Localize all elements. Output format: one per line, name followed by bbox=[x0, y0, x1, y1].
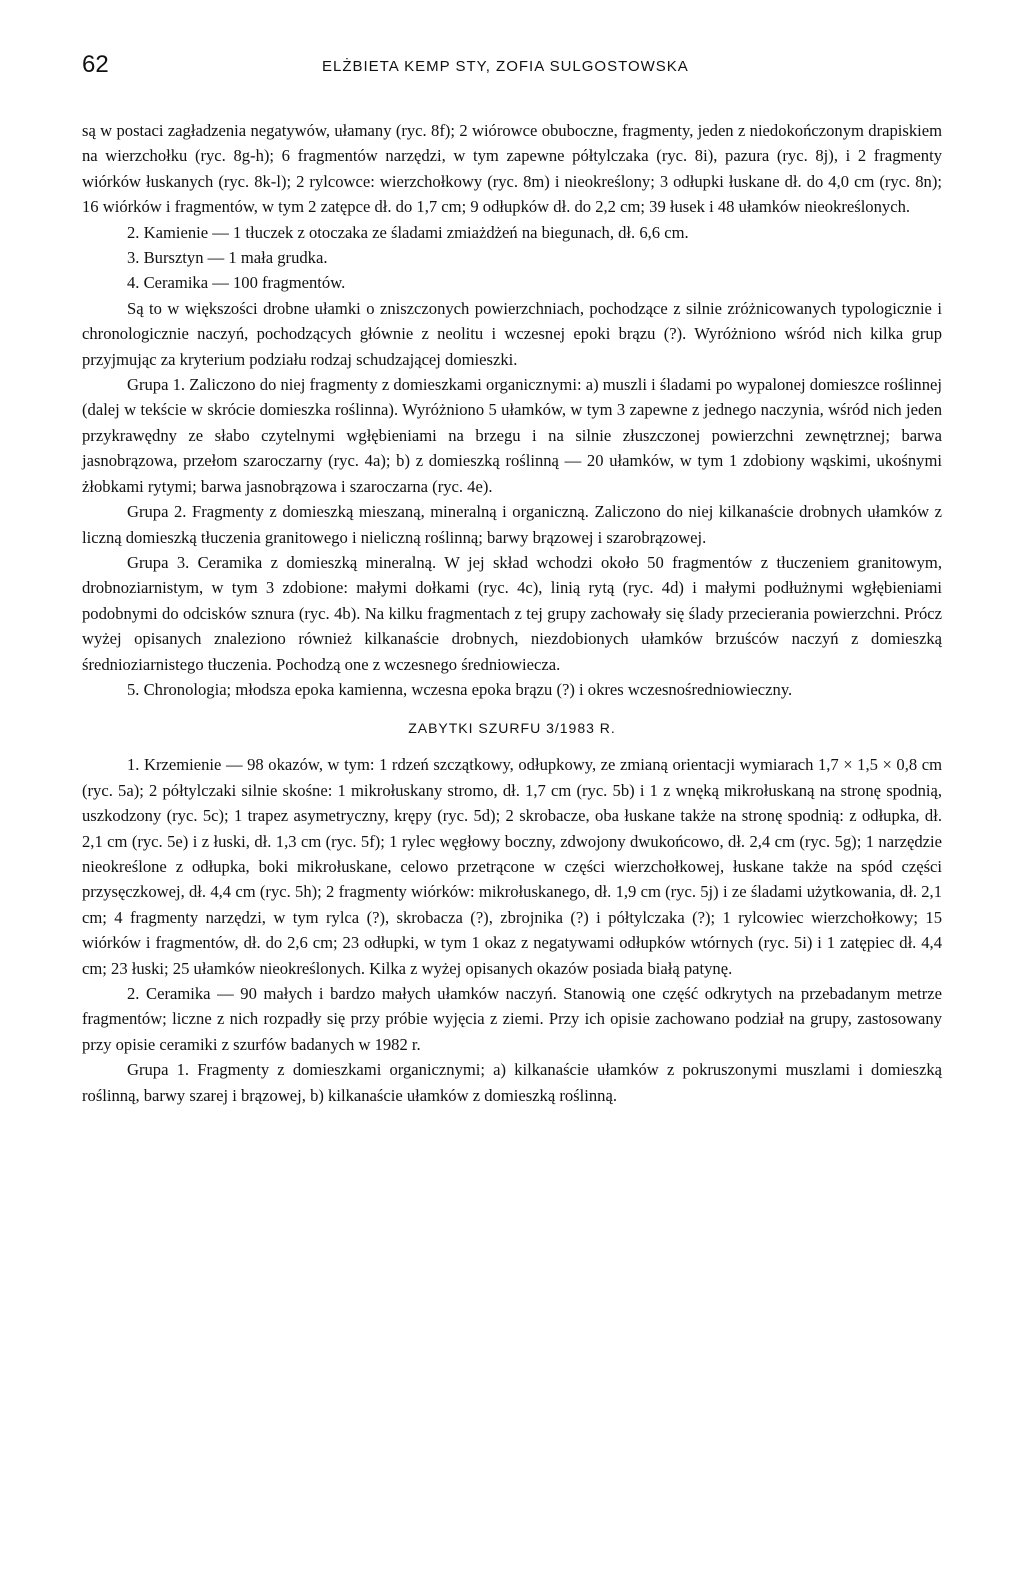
page-header bbox=[82, 50, 942, 86]
running-head-authors: ELŻBIETA KEMP STY, ZOFIA SULGOSTOWSKA bbox=[322, 58, 689, 75]
paragraph-group-3: Grupa 3. Ceramika z domieszką mineralną. W jej skład wchodzi około 50 fragmentów z tłuczeniem granitowym, drobnoziarnistym, w tym 3 zdobione: małymi dołkami (ryc. 4c), linią rytą (ryc. 4d) i małymi podłużnymi wgłębieniami podobnymi do odcisków sznura (ryc. 4b). Na kilku fragmentach z tej grupy zachowały się ślady przecierania powierzchni. Prócz wyżej opisanych znaleziono również kilkanaście drobnych, niezdobionych ułamków brzuśców naczyń z domieszką średnioziarnistego tłuczenia. Pochodzą one z wczesnego średniowiecza. bbox=[82, 552, 942, 674]
paragraph-group-1: Grupa 1. Zaliczono do niej fragmenty z domieszkami organicznymi: a) muszli i śladami po wypalonej domieszce roślinnej (dalej w tekście w skrócie domieszka roślinna). Wyróżniono 5 ułamków, w tym 3 zapewne z jednego naczynia, wśród nich jeden przykrawędny ze słabo czytelnymi wgłębieniami na brzegu i na silnie złuszczonej powierzchni zewnętrznej; barwa jasnobrązowa, przełom szaroczarny (ryc. 4a); b) z domieszką roślinną — 20 ułamków, w tym 1 zdobiony wąskimi, ukośnymi żłobkami rytymi; barwa jasnobrązowa i szaroczarna (ryc. 4e). bbox=[82, 375, 942, 496]
section-item-flints: 1. Krzemienie — 98 okazów, w tym: 1 rdzeń szczątkowy, odłupkowy, ze zmianą orientacji wymiarach 1,7 × 1,5 × 0,8 cm (ryc. 5a); 2 półtylczaki silnie skośne: 1 mikrołuskany stromo, dł. 1,7 cm (ryc. 5b) i 1 z wnęką mikrołuskaną na stronę spodnią, uszkodzony (ryc. 5c); 1 trapez asymetryczny, krępy (ryc. 5d); 2 skrobacze, oba łuskane także na stronę spodnią: z odłupka, dł. 2,1 cm (ryc. 5e) i z łuski, dł. 1,3 cm (ryc. 5f); 1 rylec węgłowy boczny, zdwojony dwukońcowo, dł. 2,4 cm (ryc. 5g); 1 narzędzie nieokreślone z odłupka, boki mikrołuskane, celowo przetrącone w części wierzchołkowej, łuskane także na spód części przysęczkowej, dł. 4,4 cm (ryc. 5h); 2 fragmenty wiórków: mikrołuskanego, dł. 1,9 cm (ryc. 5j) i ze śladami użytkowania, dł. 2,1 cm; 4 fragmenty narzędzi, w tym rylca (?), skrobacza (?), zbrojnika (?) i półtylczaka (?); 1 rylcowiec wierzchołkowy; 15 wiórków i fragmentów, dł. do 2,6 cm; 23 odłupki, w tym 1 okaz z negatywami odłupków wtórnych (ryc. 5i) i 1 zatępiec dł. 4,4 cm; 23 łuski; 25 ułamków nieokreślonych. Kilka z wyżej opisanych okazów posiada białą patynę. bbox=[82, 755, 942, 978]
list-item-amber: 3. Bursztyn — 1 mała grudka. bbox=[127, 248, 328, 268]
body-text bbox=[82, 118, 942, 1108]
section-item-ceramics: 2. Ceramika — 90 małych i bardzo małych ułamków naczyń. Stanowią one część odkrytych na przebadanym metrze fragmentów; liczne z nich rozpadły się przy próbie wyjęcia z ziemi. Przy ich opisie zachowano podział na grupy, zastosowany przy opisie ceramiki z szurfów badanych w 1982 r. bbox=[82, 984, 942, 1054]
paragraph-chronology: 5. Chronologia; młodsza epoka kamienna, wczesna epoka brązu (?) i okres wczesnośredniowieczny. bbox=[127, 679, 793, 699]
section-paragraph-group-1: Grupa 1. Fragmenty z domieszkami organicznymi; a) kilkanaście ułamków z pokruszonymi muszlami i domieszką roślinną, barwy szarej i brązowej, b) kilkanaście ułamków z domieszką roślinną. bbox=[82, 1060, 942, 1105]
paragraph-continuation: są w postaci zagładzenia negatywów, ułamany (ryc. 8f); 2 wiórowce obuboczne, fragmenty, jeden z niedokończonym drapiskiem na wierzchołku (ryc. 8g-h); 6 fragmentów narzędzi, w tym zapewne półtylczaka (ryc. 8i), pazura (ryc. 8j), i 2 fragmenty wiórków łuskanych (ryc. 8k-l); 2 rylcowce: wierzchołkowy (ryc. 8m) i nieokreślony; 3 odłupki łuskane dł. do 4,0 cm (ryc. 8n); 16 wiórków i fragmentów, w tym 2 zatępce dł. do 1,7 cm; 9 odłupków dł. do 2,2 cm; 39 łusek i 48 ułamków nieokreślonych. bbox=[82, 121, 942, 217]
page-number: 62 bbox=[82, 51, 109, 78]
paragraph-group-2: Grupa 2. Fragmenty z domieszką mieszaną, mineralną i organiczną. Zaliczono do niej kilkanaście drobnych ułamków z liczną domieszką tłuczenia granitowego i nieliczną roślinną; barwy brązowej i szarobrązowej. bbox=[82, 502, 942, 547]
paragraph-ceramics-description: Są to w większości drobne ułamki o zniszczonych powierzchniach, pochodzące z silnie zróżnicowanych typologicznie i chronologicznie naczyń, pochodzących głównie z neolitu i wczesnej epoki brązu (?). Wyróżniono wśród nich kilka grup przyjmując za kryterium podziału rodzaj schudzającej domieszki. bbox=[82, 298, 942, 369]
list-item-ceramics: 4. Ceramika — 100 fragmentów. bbox=[127, 273, 346, 293]
section-heading: ZABYTKI SZURFU 3/1983 R. bbox=[408, 720, 616, 737]
list-item-stones: 2. Kamienie — 1 tłuczek z otoczaka ze śladami zmiażdżeń na biegunach, dł. 6,6 cm. bbox=[127, 222, 689, 242]
